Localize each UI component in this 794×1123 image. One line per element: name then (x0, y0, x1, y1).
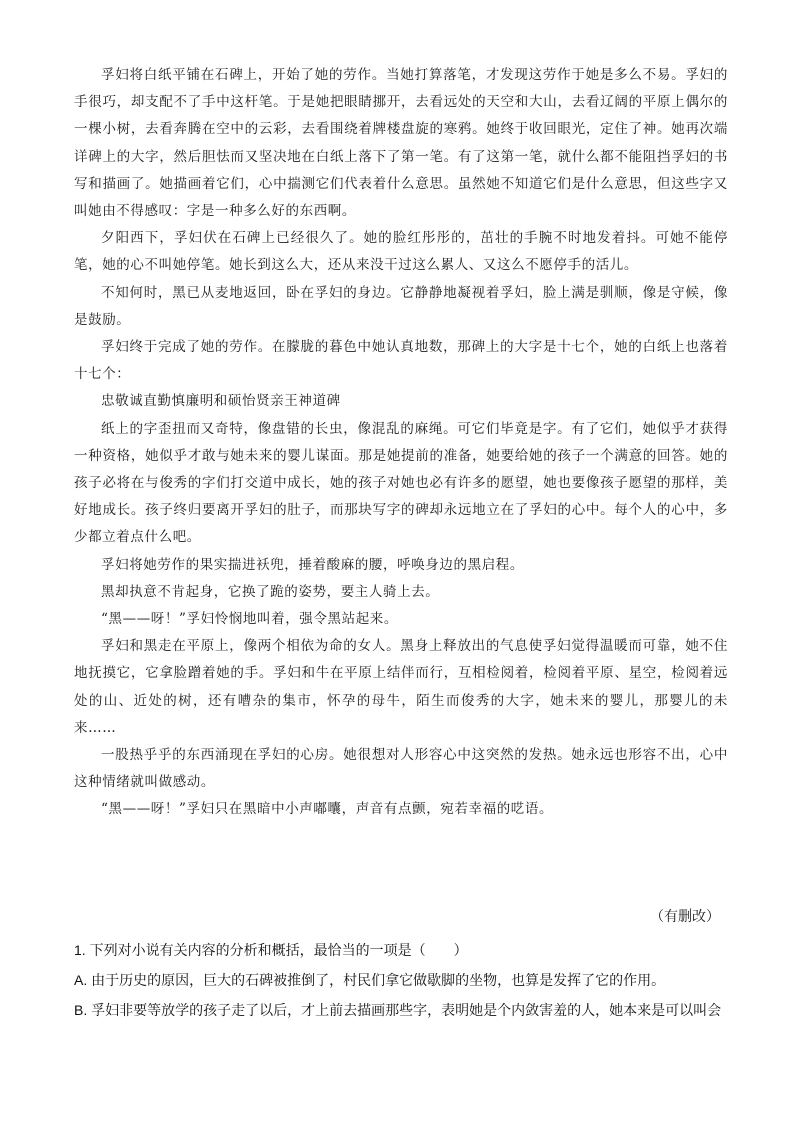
question-block (74, 935, 734, 1025)
story-body (74, 62, 728, 824)
story-paragraph-4: 孚妇终于完成了她的劳作。在朦胧的暮色中她认真地数，那碑上的大字是十七个，她的白纸上也落着十七个： (74, 339, 728, 383)
story-paragraph-1: 孚妇将白纸平铺在石碑上，开始了她的劳作。当她打算落笔，才发现这劳作于她是多么不易。孚妇的手很巧，却支配不了手中这杆笔。于是她把眼睛挪开，去看远处的天空和大山，去看辽阔的平原上偶尔的一棵小树，去看奔腾在空中的云彩，去看围绕着牌楼盘旋的寒鸦。她终于收回眼光，定住了神。她再次端详碑上的大字，然后胆怯而又坚决地在白纸上落下了第一笔。有了这第一笔，就什么都不能阻挡孚妇的书写和描画了。她描画着它们，心中揣测它们代表着什么意思。虽然她不知道它们是什么意思，但这些字又叫她由不得感叹：字是一种多么好的东西啊。 (74, 67, 728, 220)
story-paragraph-6: 纸上的字歪扭而又奇特，像盘错的长虫，像混乱的麻绳。可它们毕竟是字。有了它们，她似乎才获得一种资格，她似乎才敢与她未来的婴儿谋面。那是她提前的准备，她要给她的孩子一个满意的回答。她的孩子必将在与俊秀的字们打交道中成长，她的孩子对她也必有许多的愿望，她也要像孩子愿望的那样，美好地成长。孩子终归要离开孚妇的肚子，而那块写字的碑却永远地立在了孚妇的心中。每个人的心中，多少都立着点什么吧。 (74, 420, 728, 546)
question-1-option-b: B. 孚妇非要等放学的孩子走了以后，才上前去描画那些字，表明她是个内敛害羞的人，她本来是可以叫会 (74, 1002, 722, 1018)
source-note: （有删改） (650, 910, 720, 925)
story-paragraph-3: 不知何时，黑已从麦地返回，卧在孚妇的身边。它静静地凝视着孚妇，脸上满是驯顺，像是守候，像是鼓励。 (74, 284, 728, 328)
story-paragraph-12: “黑——呀！”孚妇只在黑暗中小声嘟囔，声音有点颤，宛若幸福的呓语。 (101, 801, 554, 818)
question-1-stem: 1. 下列对小说有关内容的分析和概括，最恰当的一项是（ ） (74, 942, 468, 958)
story-paragraph-7: 孚妇将她劳作的果实揣进袄兜，捶着酸麻的腰，呼唤身边的黑启程。 (101, 556, 524, 573)
stele-inscription: 忠敬诚直勤慎廉明和硕怡贤亲王神道碑 (101, 393, 341, 410)
story-paragraph-9: “黑——呀！”孚妇怜悯地叫着，强令黑站起来。 (101, 611, 399, 628)
story-paragraph-11: 一股热乎乎的东西涌现在孚妇的心房。她很想对人形容心中这突然的发热。她永远也形容不出，心中这种情绪就叫做感动。 (74, 747, 728, 791)
question-1-option-a: A. 由于历史的原因，巨大的石碑被推倒了，村民们拿它做歇脚的坐物，也算是发挥了它的作用。 (74, 972, 666, 988)
story-paragraph-8: 黑却执意不肯起身，它换了跪的姿势，要主人骑上去。 (101, 583, 440, 600)
story-paragraph-10: 孚妇和黑走在平原上，像两个相依为命的女人。黑身上释放出的气息使孚妇觉得温暖而可靠，她不住地抚摸它，它拿脸蹭着她的手。孚妇和牛在平原上结伴而行，互相检阅着，检阅着平原、星空，检阅着远处的山、近处的树，还有嘈杂的集市，怀孕的母牛，陌生而俊秀的大字，她未来的婴儿，那婴儿的未来…… (74, 638, 728, 736)
story-paragraph-2: 夕阳西下，孚妇伏在石碑上已经很久了。她的脸红彤彤的，茁壮的手腕不时地发着抖。可她不能停笔，她的心不叫她停笔。她长到这么大，还从来没干过这么累人、又这么不愿停手的活儿。 (74, 230, 728, 274)
